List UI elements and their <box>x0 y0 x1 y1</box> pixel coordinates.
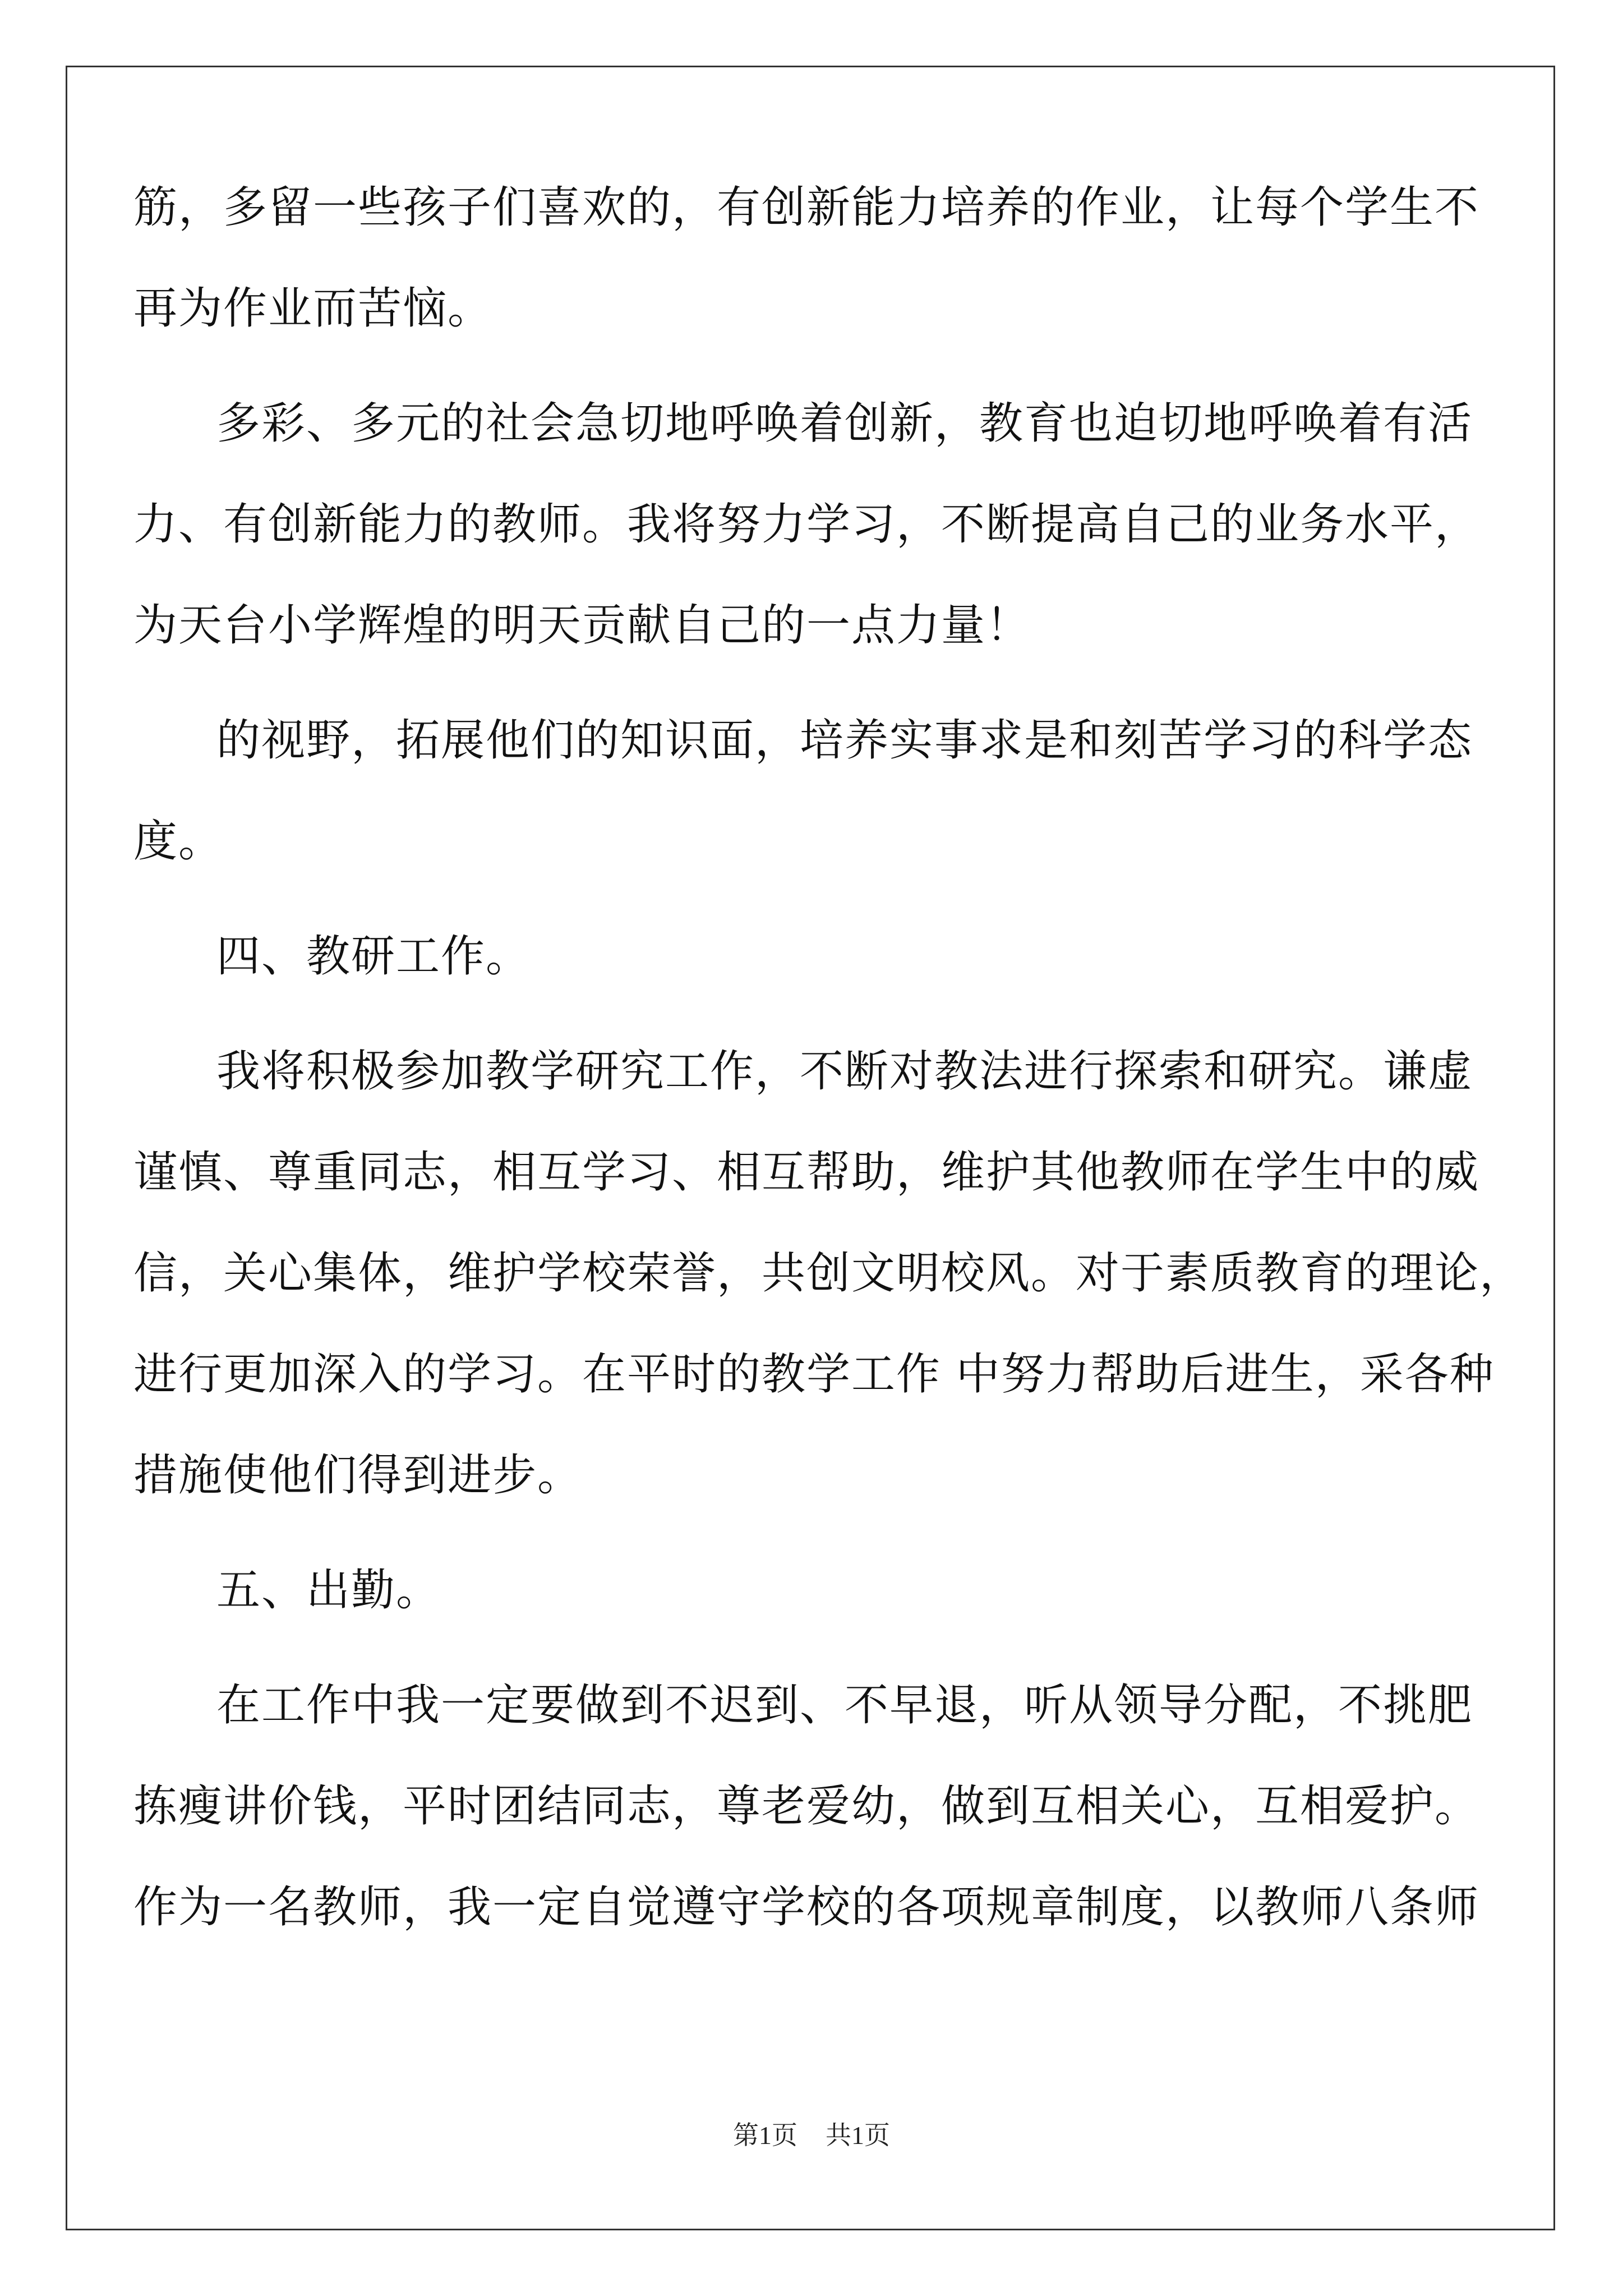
text-line: 谨慎、尊重同志，相互学习、相互帮助，维护其他教师在学生中的威 <box>133 1147 1480 1198</box>
text-line: 度。 <box>133 816 224 867</box>
text-line: 为天台小学辉煌的明天贡献自己的一点力量！ <box>133 600 1031 651</box>
text-line: 拣瘦讲价钱，平时团结同志，尊老爱幼，做到互相关心，互相爱护。 <box>133 1781 1480 1832</box>
page-footer <box>0 2115 1623 2152</box>
text-line: 措施使他们得到进步。 <box>133 1450 583 1501</box>
paragraph-start-line: 多彩、多元的社会急切地呼唤着创新，教育也迫切地呼唤着有活 <box>216 398 1473 449</box>
text-line: 进行更加深入的学习。在平时的教学工作 中努力帮助后进生，采各种 <box>133 1349 1495 1400</box>
page-number-total: 共1页 <box>826 2121 890 2150</box>
section-heading-research: 四、教研工作。 <box>216 931 531 982</box>
page-number-current: 第1页 <box>733 2121 797 2150</box>
paragraph-start-line: 在工作中我一定要做到不迟到、不早退，听从领导分配，不挑肥 <box>216 1680 1473 1731</box>
text-line: 再为作业而苦恼。 <box>133 283 493 334</box>
paragraph-start-line: 我将积极参加教学研究工作，不断对教法进行探索和研究。谦虚 <box>216 1046 1473 1097</box>
text-line: 信，关心集体，维护学校荣誉，共创文明校风。对于素质教育的理论， <box>133 1248 1525 1299</box>
text-line: 力、有创新能力的教师。我将努力学习，不断提高自己的业务水平， <box>133 499 1480 550</box>
text-line: 作为一名教师，我一定自觉遵守学校的各项规章制度，以教师八条师 <box>133 1882 1480 1932</box>
section-heading-attendance: 五、出勤。 <box>216 1565 441 1616</box>
text-line: 筋，多留一些孩子们喜欢的，有创新能力培养的作业，让每个学生不 <box>133 182 1480 233</box>
paragraph-start-line: 的视野，拓展他们的知识面，培养实事求是和刻苦学习的科学态 <box>216 715 1473 766</box>
